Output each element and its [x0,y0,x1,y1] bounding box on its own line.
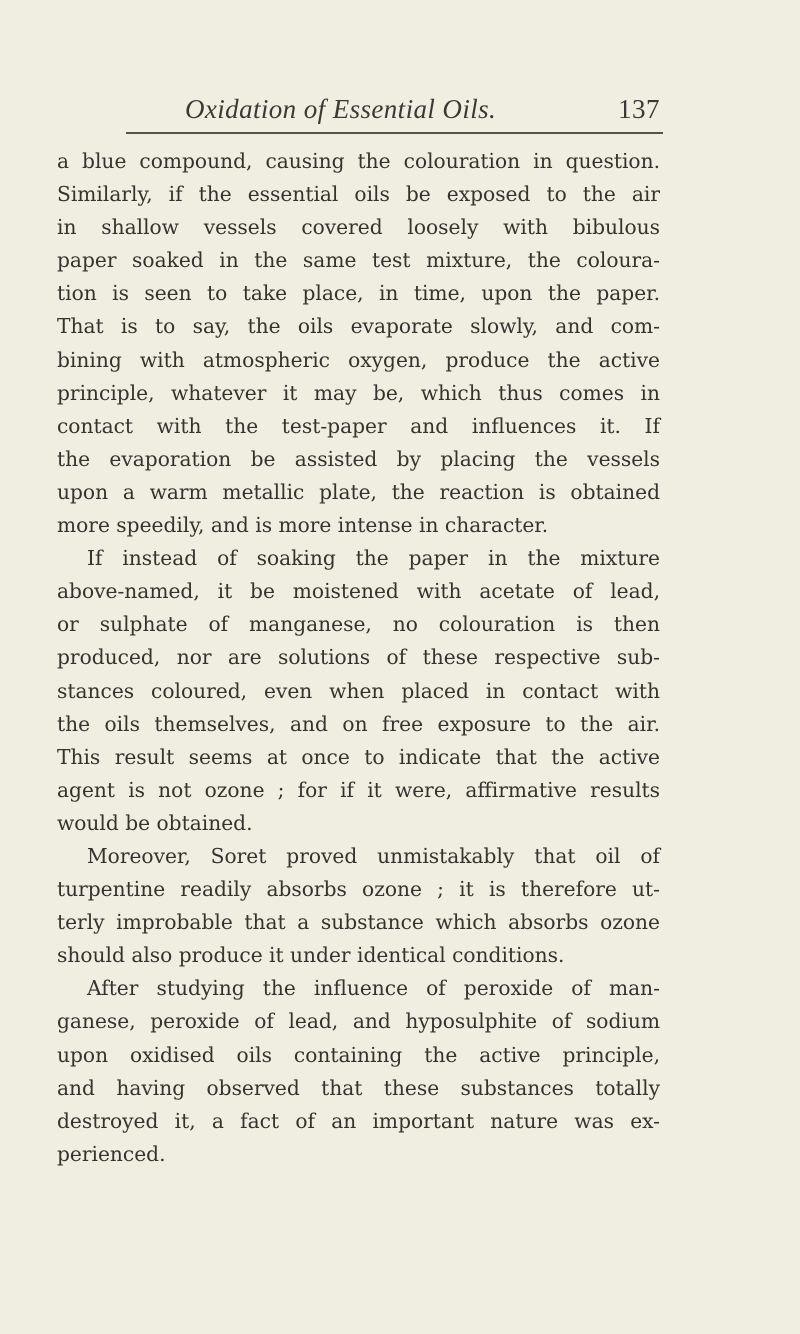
text-line: the evaporation be assisted by placing the vessels [57,446,660,471]
text-line: upon a warm metallic plate, the reaction is obtained [57,479,660,504]
text-line: produced, nor are solutions of these respective sub- [57,645,660,670]
text-line: in shallow vessels covered loosely with bibulous [57,215,660,240]
text-line: agent is not ozone ; for if it were, affirmative results [57,777,660,802]
running-head: Oxidation of Essential Oils. [185,94,497,124]
header-rule [126,132,663,134]
text-line: This result seems at once to indicate that the active [57,744,660,769]
text-line: upon oxidised oils containing the active principle, [57,1042,660,1067]
text-line: tion is seen to take place, in time, upon the paper. [57,281,660,306]
text-line: If instead of soaking the paper in the mixture [87,546,660,571]
text-line: stances coloured, even when placed in contact with [57,678,660,703]
body-text [57,145,660,1171]
page-number: 137 [618,94,660,124]
text-line: bining with atmospheric oxygen, produce the active [57,347,660,372]
text-line: After studying the influence of peroxide of man- [87,976,660,1001]
text-line: more speedily, and is more intense in character. [57,513,549,538]
page-header [140,94,660,130]
text-line: the oils themselves, and on free exposure to the air. [57,711,660,736]
text-line: above-named, it be moistened with acetate of lead, [57,579,660,604]
text-line: paper soaked in the same test mixture, the coloura- [57,248,660,273]
text-line: perienced. [57,1141,166,1166]
text-line: should also produce it under identical conditions. [57,943,565,968]
text-line: principle, whatever it may be, which thus comes in [57,380,660,405]
text-line: turpentine readily absorbs ozone ; it is therefore ut- [57,877,660,902]
text-line: or sulphate of manganese, no colouration is then [57,612,660,637]
text-line: Similarly, if the essential oils be exposed to the air [57,182,660,207]
text-line: contact with the test-paper and influences it. If [57,413,660,438]
text-line: a blue compound, causing the colouration in question. [57,149,660,173]
text-line: Moreover, Soret proved unmistakably that oil of [87,843,660,868]
text-line: and having observed that these substances totally [57,1075,660,1100]
text-line: would be obtained. [57,810,253,835]
text-line: ganese, peroxide of lead, and hyposulphite of sodium [57,1009,660,1034]
text-line: destroyed it, a fact of an important nature was ex- [57,1108,660,1133]
text-line: terly improbable that a substance which absorbs ozone [57,910,660,935]
text-line: That is to say, the oils evaporate slowly, and com- [57,314,660,339]
